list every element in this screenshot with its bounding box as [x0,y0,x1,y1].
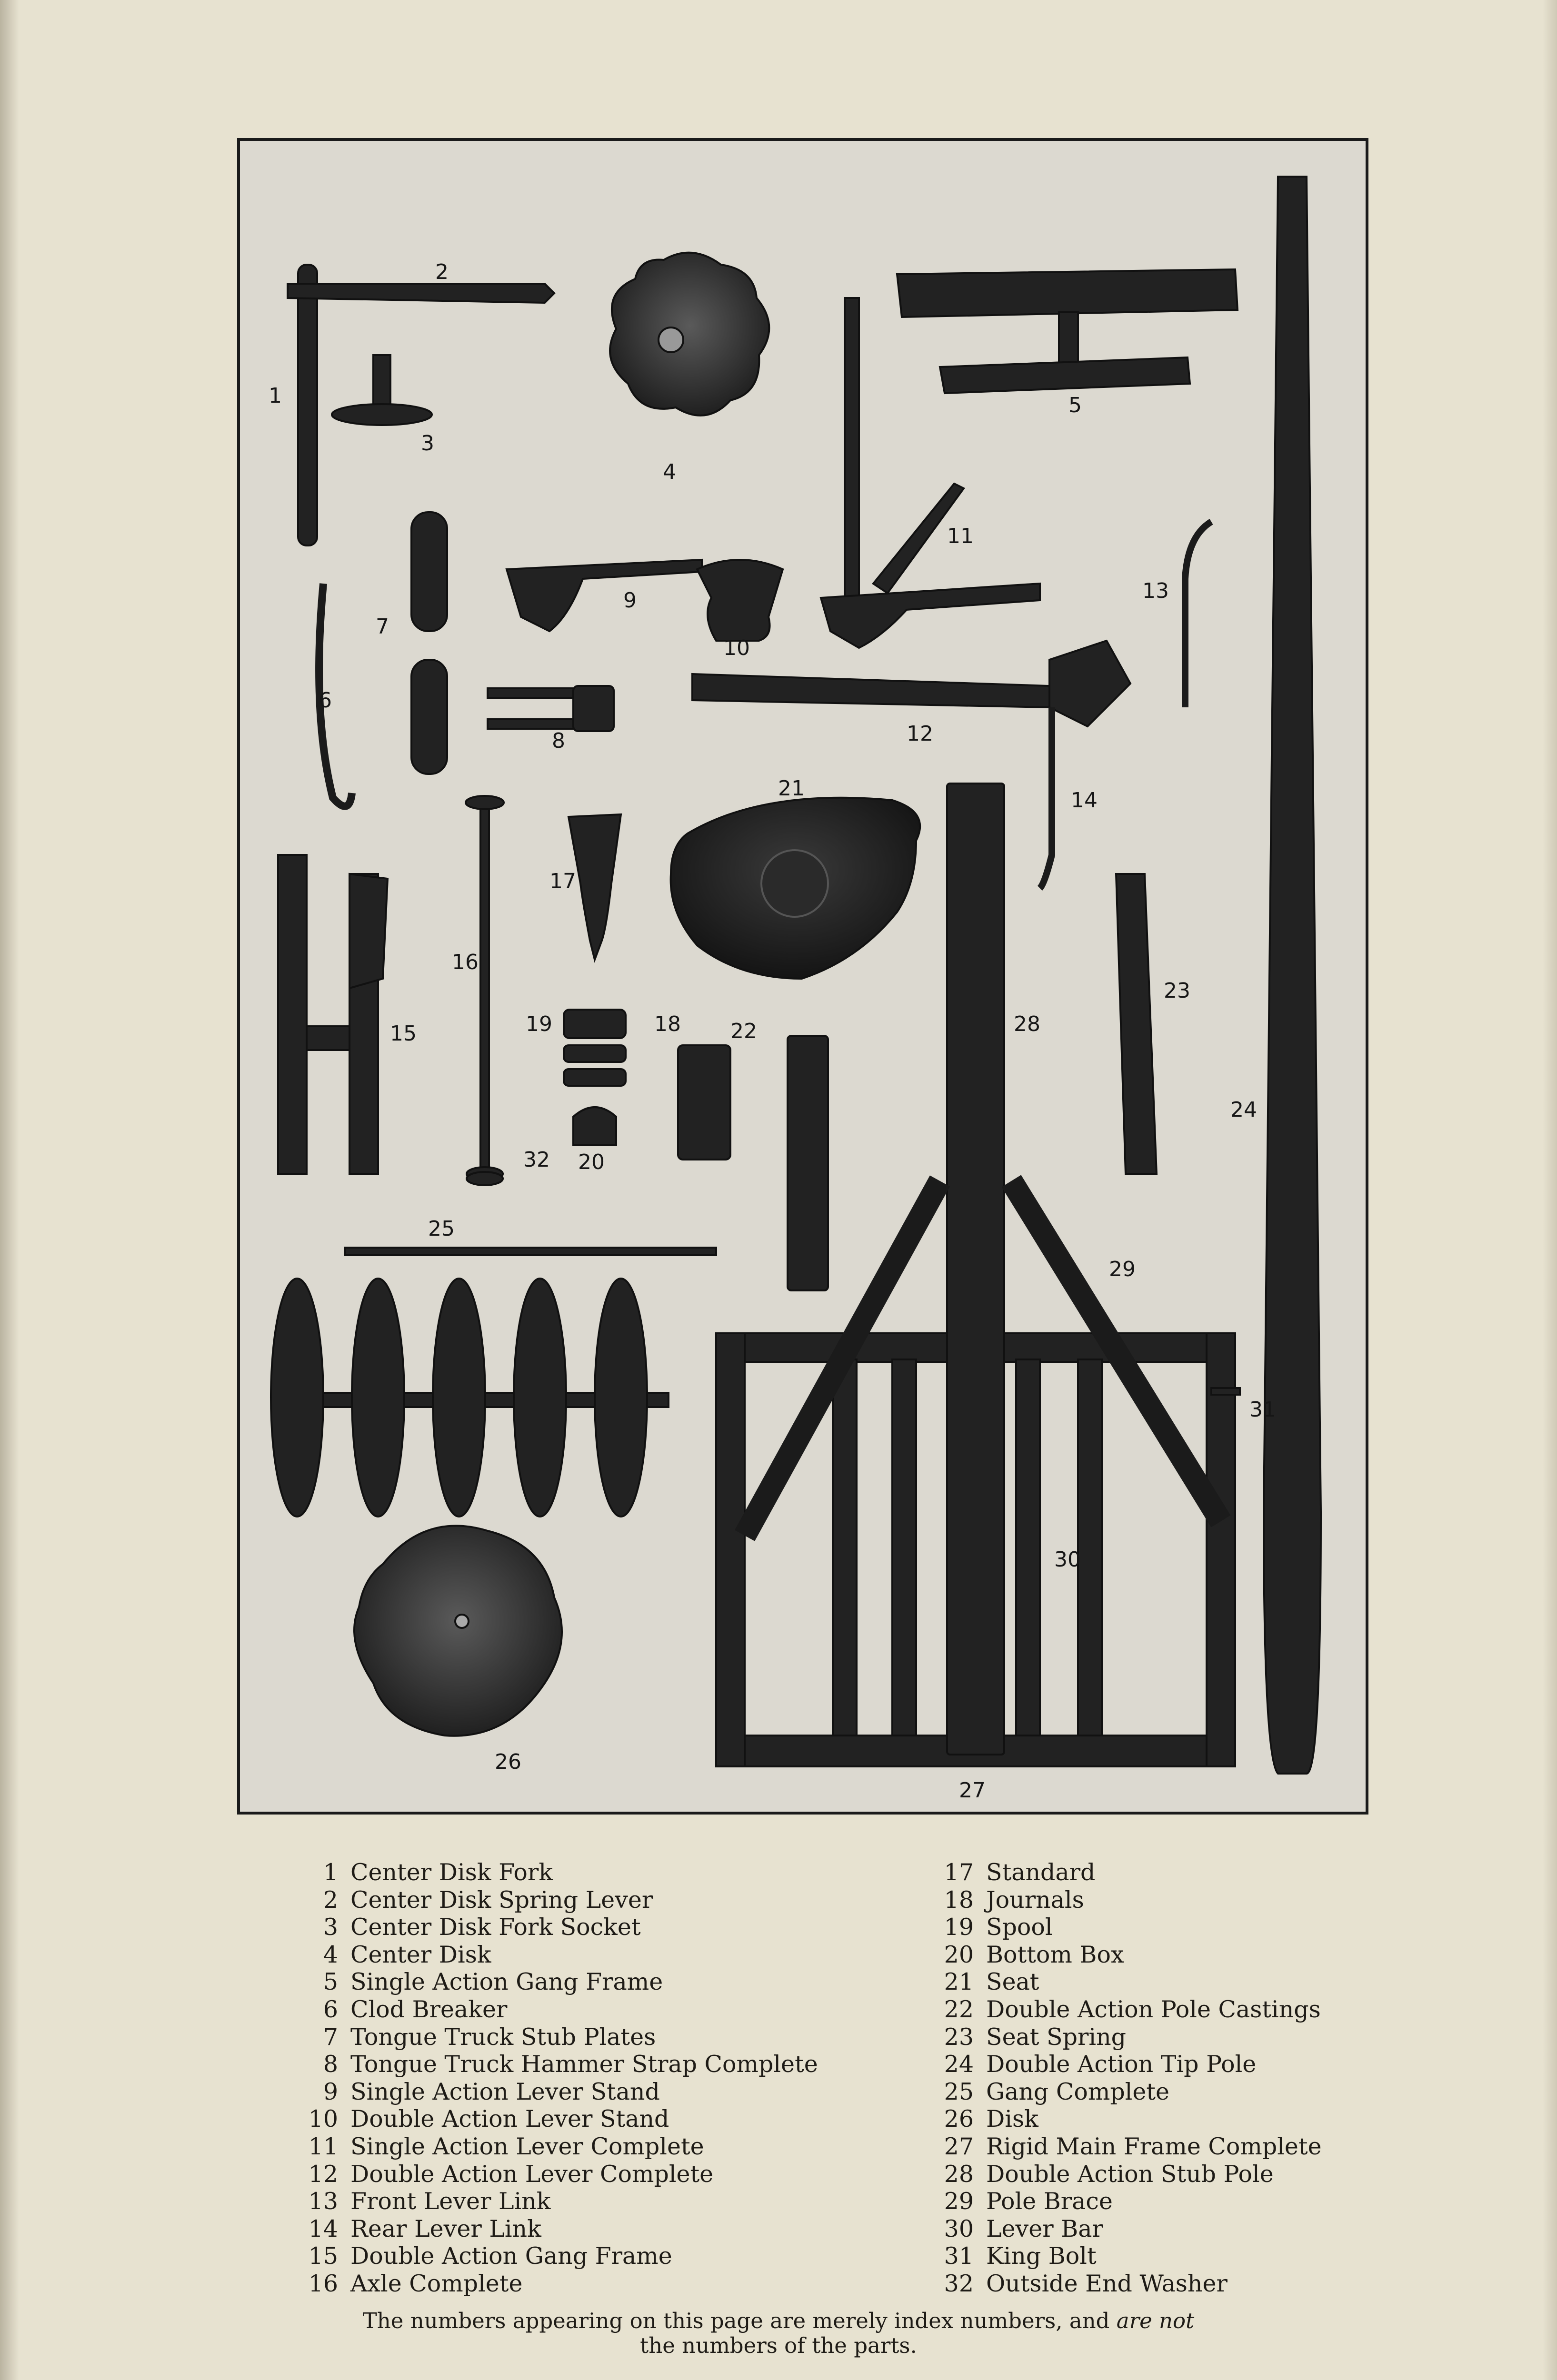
note-emphasis: are not [1116,2308,1195,2333]
legend-number: 8 [323,2051,338,2078]
legend-number: 9 [323,2078,338,2105]
legend-item [305,2051,819,2078]
legend-item [940,1914,1455,1941]
legend-text: Tongue Truck Hammer Strap Complete [350,2051,818,2078]
legend-text: Disk [986,2105,1038,2133]
figure-label-3: 3 [421,431,434,456]
legend-text: Spool [986,1914,1053,1941]
figure-label-17: 17 [549,869,576,893]
legend-item [940,2188,1455,2215]
legend-number: 22 [944,1995,974,2023]
parts-photograph [237,138,1368,1815]
legend-text: Single Action Gang Frame [350,1968,663,1996]
legend-text: Pole Brace [986,2188,1113,2215]
legend-number: 28 [944,2160,974,2188]
figure-label-24: 24 [1230,1098,1257,1122]
legend-item [940,2270,1455,2298]
legend-text: Center Disk Fork Socket [350,1914,641,1941]
page-right-edge [1543,0,1557,2380]
note-line-2: the numbers of the parts. [640,2333,917,2358]
legend-text: Double Action Stub Pole [986,2160,1274,2188]
part-7-stub-plate-upper [411,512,447,631]
legend-number: 13 [308,2188,338,2215]
legend-text: Seat [986,1968,1039,1996]
figure-label-4: 4 [663,460,676,484]
figure-label-29: 29 [1109,1257,1136,1281]
legend-number: 2 [323,1886,338,1914]
legend-item [305,1996,819,2023]
parts-illustration [240,141,1366,1812]
legend-text: Single Action Lever Complete [350,2132,704,2160]
figure-label-30: 30 [1054,1547,1081,1572]
legend-text: Double Action Gang Frame [350,2242,672,2270]
figure-label-31: 31 [1249,1398,1276,1422]
legend-item [305,2242,819,2270]
legend-number: 30 [944,2215,974,2242]
legend-text: Outside End Washer [986,2270,1228,2297]
legend-item [940,2215,1455,2243]
figure-label-18: 18 [654,1012,681,1036]
legend-number: 15 [308,2242,338,2270]
legend-text: Rigid Main Frame Complete [986,2132,1322,2160]
legend-text: Axle Complete [350,2270,523,2297]
figure-label-6: 6 [319,688,332,713]
figure-label-28: 28 [1014,1012,1040,1036]
figure-label-16: 16 [452,950,479,974]
legend-item [940,1968,1455,1996]
legend-number: 32 [944,2270,974,2297]
figure-label-2: 2 [435,260,449,284]
legend-column-left [305,1859,819,2298]
legend-item [940,2161,1455,2188]
legend-text: Bottom Box [986,1941,1124,1968]
legend-number: 20 [944,1941,974,1968]
legend-number: 14 [308,2215,338,2242]
figure-label-5: 5 [1068,393,1082,417]
legend-item [305,2188,819,2215]
part-32-washer [467,1172,503,1185]
legend-number: 12 [308,2160,338,2188]
figure-label-27: 27 [959,1778,986,1803]
legend-number: 3 [323,1914,338,1941]
legend-item [940,2051,1455,2078]
part-22-pole-casting-a [678,1045,730,1160]
legend-number: 26 [944,2105,974,2133]
legend-text: Clod Breaker [350,1995,508,2023]
legend-item [940,1859,1455,1886]
legend-item [305,2105,819,2133]
legend-number: 5 [323,1968,338,1996]
legend-number: 27 [944,2132,974,2160]
legend-item [940,2133,1455,2161]
legend-item [305,2215,819,2243]
legend-text: Journals [986,1886,1084,1914]
legend-column-right [940,1859,1455,2298]
legend-number: 17 [944,1859,974,1886]
legend-text: Front Lever Link [350,2188,551,2215]
legend-number: 29 [944,2188,974,2215]
legend-text: Center Disk Spring Lever [350,1886,653,1914]
legend-text: Center Disk Fork [350,1859,553,1886]
part-1-center-disk-fork [298,265,317,545]
legend-text: Standard [986,1859,1096,1886]
legend-item [305,1914,819,1941]
figure-label-26: 26 [495,1750,521,1774]
legend-number: 25 [944,2078,974,2105]
page-left-edge [0,0,19,2380]
legend-text: Double Action Pole Castings [986,1995,1321,2023]
legend-text: Seat Spring [986,2023,1126,2051]
part-19-spool [564,1010,626,1086]
legend-text: Double Action Tip Pole [986,2051,1257,2078]
legend-number: 11 [308,2132,338,2160]
legend-number: 24 [944,2051,974,2078]
figure-label-15: 15 [390,1021,417,1046]
note-line-1-text: The numbers appearing on this page are merely index numbers, and [362,2308,1117,2333]
legend-number: 19 [944,1914,974,1941]
legend-text: Double Action Lever Stand [350,2105,669,2133]
note-line-1 [0,2309,1557,2333]
legend-text: Single Action Lever Stand [350,2078,660,2105]
part-28-stub-pole [947,783,1004,1755]
figure-label-23: 23 [1164,979,1190,1003]
legend-item [305,2023,819,2051]
figure-label-32: 32 [523,1148,550,1172]
legend-text: Rear Lever Link [350,2215,541,2242]
figure-label-1: 1 [269,384,282,408]
figure-label-20: 20 [578,1150,605,1174]
legend-item [305,1859,819,1886]
part-7-stub-plate-lower [411,660,447,774]
legend-item [305,1968,819,1996]
legend-item [940,1886,1455,1914]
legend-number: 23 [944,2023,974,2051]
legend-number: 16 [308,2270,338,2297]
figure-label-10: 10 [723,636,750,660]
legend-item [305,2270,819,2298]
figure-label-25: 25 [428,1217,455,1241]
legend-number: 6 [323,1995,338,2023]
figure-label-7: 7 [376,615,389,639]
figure-label-19: 19 [526,1012,552,1036]
figure-label-11: 11 [947,524,974,548]
legend-text: Lever Bar [986,2215,1103,2242]
legend-item [940,2078,1455,2106]
legend-number: 1 [323,1859,338,1886]
figure-label-9: 9 [623,588,637,613]
legend-text: Double Action Lever Complete [350,2160,714,2188]
legend-item [305,1886,819,1914]
legend-item [305,2078,819,2106]
legend-number: 18 [944,1886,974,1914]
part-31-king-bolt [1211,1388,1240,1395]
legend-item [940,2105,1455,2133]
figure-label-14: 14 [1071,788,1098,813]
legend-number: 4 [323,1941,338,1968]
legend-number: 7 [323,2023,338,2051]
figure-label-13: 13 [1142,579,1169,603]
legend-item [305,2133,819,2161]
legend-text: Gang Complete [986,2078,1170,2105]
figure-label-22: 22 [730,1019,757,1043]
part-22-pole-casting-b [788,1036,828,1290]
legend-text: Center Disk [350,1941,491,1968]
figure-label-12: 12 [907,722,933,746]
part-10-double-lever-stand [697,560,783,641]
legend-number: 10 [308,2105,338,2133]
figure-label-21: 21 [778,776,805,801]
legend-text: Tongue Truck Stub Plates [350,2023,656,2051]
legend-item [940,2242,1455,2270]
index-number-note [0,2309,1557,2358]
legend-number: 21 [944,1968,974,1996]
legend-item [940,1996,1455,2023]
legend-item [305,1941,819,1969]
legend-text: King Bolt [986,2242,1097,2270]
legend-item [940,2023,1455,2051]
legend-item [305,2161,819,2188]
legend-number: 31 [944,2242,974,2270]
legend-item [940,1941,1455,1969]
part-20-bottom-box [573,1107,616,1145]
figure-label-8: 8 [552,729,565,753]
